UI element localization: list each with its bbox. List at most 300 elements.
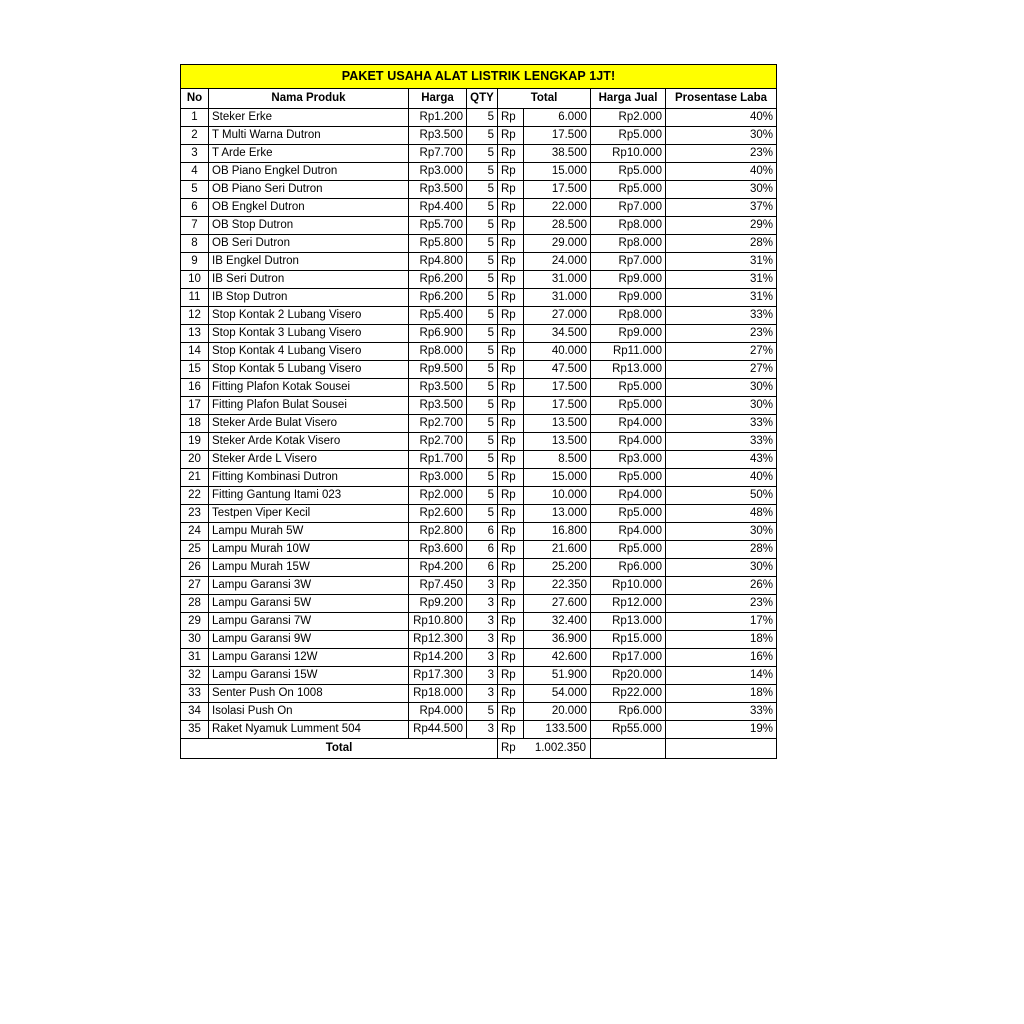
table-row xyxy=(181,163,777,181)
cell-harga-jual: Rp15.000 xyxy=(591,631,666,649)
cell-total: 16.800 xyxy=(524,523,591,541)
cell-prosentase-laba: 40% xyxy=(666,163,777,181)
cell-nama-produk: Steker Arde Bulat Visero xyxy=(209,415,409,433)
cell-qty: 6 xyxy=(467,541,498,559)
cell-total: 133.500 xyxy=(524,721,591,739)
cell-total-currency: Rp xyxy=(498,217,524,235)
table-row xyxy=(181,253,777,271)
cell-harga: Rp12.300 xyxy=(409,631,467,649)
cell-harga-jual: Rp10.000 xyxy=(591,145,666,163)
cell-no: 10 xyxy=(181,271,209,289)
table-row xyxy=(181,343,777,361)
cell-total-currency: Rp xyxy=(498,685,524,703)
cell-total-currency: Rp xyxy=(498,109,524,127)
cell-prosentase-laba: 30% xyxy=(666,397,777,415)
cell-prosentase-laba: 31% xyxy=(666,271,777,289)
cell-qty: 5 xyxy=(467,127,498,145)
cell-harga-jual: Rp5.000 xyxy=(591,541,666,559)
cell-no: 23 xyxy=(181,505,209,523)
cell-no: 15 xyxy=(181,361,209,379)
cell-total-currency: Rp xyxy=(498,433,524,451)
cell-qty: 5 xyxy=(467,505,498,523)
cell-total-currency: Rp xyxy=(498,487,524,505)
cell-total: 34.500 xyxy=(524,325,591,343)
cell-qty: 5 xyxy=(467,145,498,163)
cell-qty: 3 xyxy=(467,631,498,649)
cell-total-currency: Rp xyxy=(498,145,524,163)
cell-no: 24 xyxy=(181,523,209,541)
cell-prosentase-laba: 30% xyxy=(666,379,777,397)
cell-no: 7 xyxy=(181,217,209,235)
cell-nama-produk: T Multi Warna Dutron xyxy=(209,127,409,145)
cell-total: 28.500 xyxy=(524,217,591,235)
cell-prosentase-laba: 30% xyxy=(666,181,777,199)
cell-qty: 5 xyxy=(467,163,498,181)
cell-no: 8 xyxy=(181,235,209,253)
cell-harga-jual: Rp13.000 xyxy=(591,361,666,379)
cell-total-currency: Rp xyxy=(498,595,524,613)
cell-total: 15.000 xyxy=(524,163,591,181)
cell-nama-produk: Raket Nyamuk Lumment 504 xyxy=(209,721,409,739)
total-value: 1.002.350 xyxy=(524,739,591,759)
cell-prosentase-laba: 31% xyxy=(666,289,777,307)
cell-no: 35 xyxy=(181,721,209,739)
cell-nama-produk: Fitting Gantung Itami 023 xyxy=(209,487,409,505)
cell-nama-produk: IB Seri Dutron xyxy=(209,271,409,289)
cell-total: 38.500 xyxy=(524,145,591,163)
cell-total-currency: Rp xyxy=(498,397,524,415)
cell-nama-produk: Senter Push On 1008 xyxy=(209,685,409,703)
cell-qty: 6 xyxy=(467,559,498,577)
cell-prosentase-laba: 33% xyxy=(666,307,777,325)
cell-prosentase-laba: 16% xyxy=(666,649,777,667)
cell-qty: 5 xyxy=(467,397,498,415)
cell-harga-jual: Rp4.000 xyxy=(591,523,666,541)
cell-harga-jual: Rp5.000 xyxy=(591,127,666,145)
cell-no: 30 xyxy=(181,631,209,649)
cell-nama-produk: Steker Erke xyxy=(209,109,409,127)
cell-qty: 3 xyxy=(467,595,498,613)
table-row xyxy=(181,613,777,631)
table-row xyxy=(181,145,777,163)
cell-prosentase-laba: 40% xyxy=(666,109,777,127)
cell-total: 27.000 xyxy=(524,307,591,325)
cell-harga: Rp4.800 xyxy=(409,253,467,271)
cell-nama-produk: IB Stop Dutron xyxy=(209,289,409,307)
cell-nama-produk: Lampu Garansi 15W xyxy=(209,667,409,685)
cell-harga-jual: Rp5.000 xyxy=(591,469,666,487)
cell-qty: 3 xyxy=(467,577,498,595)
cell-harga-jual: Rp5.000 xyxy=(591,181,666,199)
cell-nama-produk: OB Piano Engkel Dutron xyxy=(209,163,409,181)
cell-total-currency: Rp xyxy=(498,163,524,181)
column-header-harga-jual: Harga Jual xyxy=(591,89,666,109)
cell-harga: Rp5.400 xyxy=(409,307,467,325)
total-prosentase-laba-empty xyxy=(666,739,777,759)
cell-qty: 5 xyxy=(467,433,498,451)
cell-nama-produk: Steker Arde Kotak Visero xyxy=(209,433,409,451)
cell-nama-produk: Steker Arde L Visero xyxy=(209,451,409,469)
cell-total-currency: Rp xyxy=(498,667,524,685)
cell-harga: Rp7.450 xyxy=(409,577,467,595)
cell-no: 3 xyxy=(181,145,209,163)
cell-harga: Rp2.000 xyxy=(409,487,467,505)
cell-prosentase-laba: 31% xyxy=(666,253,777,271)
table-row xyxy=(181,109,777,127)
cell-prosentase-laba: 33% xyxy=(666,433,777,451)
cell-qty: 3 xyxy=(467,721,498,739)
table-row xyxy=(181,415,777,433)
cell-no: 2 xyxy=(181,127,209,145)
cell-nama-produk: OB Stop Dutron xyxy=(209,217,409,235)
cell-harga-jual: Rp22.000 xyxy=(591,685,666,703)
cell-total: 22.000 xyxy=(524,199,591,217)
cell-nama-produk: T Arde Erke xyxy=(209,145,409,163)
price-list-sheet xyxy=(180,64,776,759)
column-header-harga: Harga xyxy=(409,89,467,109)
cell-nama-produk: IB Engkel Dutron xyxy=(209,253,409,271)
cell-total: 17.500 xyxy=(524,397,591,415)
cell-prosentase-laba: 28% xyxy=(666,235,777,253)
cell-total-currency: Rp xyxy=(498,181,524,199)
cell-total: 17.500 xyxy=(524,181,591,199)
table-row xyxy=(181,523,777,541)
cell-total-currency: Rp xyxy=(498,523,524,541)
table-row xyxy=(181,235,777,253)
table-row xyxy=(181,667,777,685)
cell-total: 13.500 xyxy=(524,433,591,451)
cell-harga: Rp2.700 xyxy=(409,433,467,451)
cell-total: 8.500 xyxy=(524,451,591,469)
cell-total: 47.500 xyxy=(524,361,591,379)
table-row xyxy=(181,379,777,397)
cell-no: 33 xyxy=(181,685,209,703)
cell-qty: 5 xyxy=(467,415,498,433)
cell-no: 16 xyxy=(181,379,209,397)
cell-qty: 5 xyxy=(467,235,498,253)
cell-nama-produk: Fitting Plafon Bulat Sousei xyxy=(209,397,409,415)
table-row xyxy=(181,685,777,703)
table-row xyxy=(181,721,777,739)
cell-prosentase-laba: 33% xyxy=(666,415,777,433)
table-row xyxy=(181,649,777,667)
cell-total: 29.000 xyxy=(524,235,591,253)
cell-total-currency: Rp xyxy=(498,505,524,523)
cell-total-currency: Rp xyxy=(498,343,524,361)
cell-no: 9 xyxy=(181,253,209,271)
table-row xyxy=(181,541,777,559)
cell-qty: 5 xyxy=(467,325,498,343)
cell-qty: 5 xyxy=(467,253,498,271)
cell-prosentase-laba: 18% xyxy=(666,631,777,649)
cell-harga: Rp2.700 xyxy=(409,415,467,433)
cell-prosentase-laba: 18% xyxy=(666,685,777,703)
cell-total-currency: Rp xyxy=(498,577,524,595)
cell-total: 17.500 xyxy=(524,379,591,397)
cell-harga: Rp4.200 xyxy=(409,559,467,577)
column-header-nama: Nama Produk xyxy=(209,89,409,109)
cell-total-currency: Rp xyxy=(498,307,524,325)
cell-total: 40.000 xyxy=(524,343,591,361)
table-row xyxy=(181,577,777,595)
table-row xyxy=(181,397,777,415)
cell-qty: 6 xyxy=(467,523,498,541)
cell-prosentase-laba: 30% xyxy=(666,559,777,577)
cell-total-currency: Rp xyxy=(498,379,524,397)
cell-total-currency: Rp xyxy=(498,361,524,379)
table-row xyxy=(181,127,777,145)
table-row xyxy=(181,181,777,199)
cell-total-currency: Rp xyxy=(498,613,524,631)
cell-nama-produk: Isolasi Push On xyxy=(209,703,409,721)
table-row xyxy=(181,703,777,721)
cell-total: 13.500 xyxy=(524,415,591,433)
cell-nama-produk: Fitting Kombinasi Dutron xyxy=(209,469,409,487)
cell-qty: 5 xyxy=(467,361,498,379)
table-row xyxy=(181,289,777,307)
cell-harga-jual: Rp9.000 xyxy=(591,271,666,289)
cell-total: 42.600 xyxy=(524,649,591,667)
cell-nama-produk: OB Seri Dutron xyxy=(209,235,409,253)
cell-total: 22.350 xyxy=(524,577,591,595)
cell-no: 31 xyxy=(181,649,209,667)
cell-total: 24.000 xyxy=(524,253,591,271)
cell-qty: 5 xyxy=(467,217,498,235)
cell-no: 17 xyxy=(181,397,209,415)
cell-harga-jual: Rp10.000 xyxy=(591,577,666,595)
cell-harga-jual: Rp5.000 xyxy=(591,397,666,415)
page-title: PAKET USAHA ALAT LISTRIK LENGKAP 1JT! xyxy=(181,65,777,89)
cell-prosentase-laba: 48% xyxy=(666,505,777,523)
table-total-row xyxy=(181,739,777,759)
cell-harga-jual: Rp9.000 xyxy=(591,289,666,307)
cell-total-currency: Rp xyxy=(498,235,524,253)
cell-qty: 5 xyxy=(467,271,498,289)
cell-harga-jual: Rp5.000 xyxy=(591,505,666,523)
column-header-prosentase-laba: Prosentase Laba xyxy=(666,89,777,109)
table-row xyxy=(181,307,777,325)
cell-harga-jual: Rp4.000 xyxy=(591,487,666,505)
cell-nama-produk: Lampu Murah 10W xyxy=(209,541,409,559)
cell-prosentase-laba: 37% xyxy=(666,199,777,217)
cell-qty: 5 xyxy=(467,451,498,469)
cell-qty: 5 xyxy=(467,469,498,487)
table-row xyxy=(181,559,777,577)
table-row xyxy=(181,325,777,343)
column-header-total: Total xyxy=(498,89,591,109)
cell-no: 4 xyxy=(181,163,209,181)
cell-no: 32 xyxy=(181,667,209,685)
cell-harga: Rp4.000 xyxy=(409,703,467,721)
table-row xyxy=(181,505,777,523)
cell-harga: Rp3.500 xyxy=(409,127,467,145)
cell-harga-jual: Rp7.000 xyxy=(591,199,666,217)
cell-no: 22 xyxy=(181,487,209,505)
table-row xyxy=(181,469,777,487)
cell-total-currency: Rp xyxy=(498,253,524,271)
cell-total: 31.000 xyxy=(524,289,591,307)
total-harga-jual-empty xyxy=(591,739,666,759)
cell-harga-jual: Rp8.000 xyxy=(591,217,666,235)
cell-prosentase-laba: 30% xyxy=(666,523,777,541)
cell-no: 28 xyxy=(181,595,209,613)
cell-prosentase-laba: 17% xyxy=(666,613,777,631)
cell-prosentase-laba: 23% xyxy=(666,145,777,163)
cell-harga-jual: Rp17.000 xyxy=(591,649,666,667)
cell-harga-jual: Rp6.000 xyxy=(591,703,666,721)
table-row xyxy=(181,361,777,379)
cell-no: 29 xyxy=(181,613,209,631)
cell-no: 34 xyxy=(181,703,209,721)
cell-total-currency: Rp xyxy=(498,127,524,145)
cell-harga: Rp9.200 xyxy=(409,595,467,613)
cell-nama-produk: Lampu Murah 5W xyxy=(209,523,409,541)
cell-nama-produk: Lampu Murah 15W xyxy=(209,559,409,577)
cell-no: 20 xyxy=(181,451,209,469)
table-row xyxy=(181,199,777,217)
cell-harga: Rp9.500 xyxy=(409,361,467,379)
cell-nama-produk: Stop Kontak 2 Lubang Visero xyxy=(209,307,409,325)
cell-harga: Rp3.000 xyxy=(409,163,467,181)
cell-prosentase-laba: 27% xyxy=(666,343,777,361)
cell-harga: Rp3.500 xyxy=(409,379,467,397)
column-header-no: No xyxy=(181,89,209,109)
table-title-row xyxy=(181,65,777,89)
table-row xyxy=(181,631,777,649)
cell-nama-produk: Lampu Garansi 5W xyxy=(209,595,409,613)
cell-no: 21 xyxy=(181,469,209,487)
cell-harga: Rp6.200 xyxy=(409,289,467,307)
cell-harga: Rp2.600 xyxy=(409,505,467,523)
cell-nama-produk: Lampu Garansi 12W xyxy=(209,649,409,667)
cell-qty: 5 xyxy=(467,343,498,361)
cell-total-currency: Rp xyxy=(498,271,524,289)
cell-harga: Rp3.500 xyxy=(409,181,467,199)
cell-total-currency: Rp xyxy=(498,451,524,469)
cell-harga-jual: Rp8.000 xyxy=(591,307,666,325)
cell-harga: Rp2.800 xyxy=(409,523,467,541)
table-row xyxy=(181,271,777,289)
cell-total-currency: Rp xyxy=(498,559,524,577)
cell-harga-jual: Rp5.000 xyxy=(591,163,666,181)
column-header-qty: QTY xyxy=(467,89,498,109)
cell-harga-jual: Rp12.000 xyxy=(591,595,666,613)
cell-qty: 5 xyxy=(467,199,498,217)
cell-qty: 5 xyxy=(467,289,498,307)
cell-no: 11 xyxy=(181,289,209,307)
cell-harga: Rp3.600 xyxy=(409,541,467,559)
total-currency: Rp xyxy=(498,739,524,759)
cell-total: 20.000 xyxy=(524,703,591,721)
cell-harga: Rp5.800 xyxy=(409,235,467,253)
cell-qty: 5 xyxy=(467,487,498,505)
cell-no: 18 xyxy=(181,415,209,433)
cell-no: 1 xyxy=(181,109,209,127)
cell-qty: 5 xyxy=(467,109,498,127)
cell-total: 6.000 xyxy=(524,109,591,127)
table-row xyxy=(181,595,777,613)
cell-nama-produk: OB Piano Seri Dutron xyxy=(209,181,409,199)
cell-total-currency: Rp xyxy=(498,541,524,559)
cell-harga-jual: Rp5.000 xyxy=(591,379,666,397)
cell-total: 13.000 xyxy=(524,505,591,523)
cell-no: 6 xyxy=(181,199,209,217)
cell-harga-jual: Rp55.000 xyxy=(591,721,666,739)
cell-harga-jual: Rp4.000 xyxy=(591,415,666,433)
cell-total: 31.000 xyxy=(524,271,591,289)
cell-nama-produk: Lampu Garansi 7W xyxy=(209,613,409,631)
cell-harga-jual: Rp20.000 xyxy=(591,667,666,685)
cell-harga-jual: Rp2.000 xyxy=(591,109,666,127)
cell-harga-jual: Rp9.000 xyxy=(591,325,666,343)
cell-harga: Rp18.000 xyxy=(409,685,467,703)
cell-prosentase-laba: 28% xyxy=(666,541,777,559)
cell-total-currency: Rp xyxy=(498,325,524,343)
cell-total: 21.600 xyxy=(524,541,591,559)
cell-harga-jual: Rp7.000 xyxy=(591,253,666,271)
cell-harga: Rp8.000 xyxy=(409,343,467,361)
cell-harga: Rp1.200 xyxy=(409,109,467,127)
cell-qty: 5 xyxy=(467,703,498,721)
cell-harga-jual: Rp11.000 xyxy=(591,343,666,361)
table-row xyxy=(181,433,777,451)
cell-total-currency: Rp xyxy=(498,649,524,667)
cell-total-currency: Rp xyxy=(498,703,524,721)
cell-harga-jual: Rp13.000 xyxy=(591,613,666,631)
cell-harga-jual: Rp3.000 xyxy=(591,451,666,469)
cell-harga: Rp10.800 xyxy=(409,613,467,631)
cell-qty: 3 xyxy=(467,649,498,667)
cell-harga: Rp14.200 xyxy=(409,649,467,667)
cell-harga: Rp5.700 xyxy=(409,217,467,235)
cell-qty: 3 xyxy=(467,613,498,631)
cell-nama-produk: Fitting Plafon Kotak Sousei xyxy=(209,379,409,397)
cell-no: 19 xyxy=(181,433,209,451)
cell-prosentase-laba: 14% xyxy=(666,667,777,685)
cell-qty: 3 xyxy=(467,685,498,703)
cell-qty: 5 xyxy=(467,307,498,325)
cell-total-currency: Rp xyxy=(498,721,524,739)
cell-nama-produk: Stop Kontak 4 Lubang Visero xyxy=(209,343,409,361)
cell-harga: Rp4.400 xyxy=(409,199,467,217)
cell-nama-produk: Stop Kontak 3 Lubang Visero xyxy=(209,325,409,343)
cell-harga: Rp6.200 xyxy=(409,271,467,289)
cell-no: 27 xyxy=(181,577,209,595)
cell-prosentase-laba: 43% xyxy=(666,451,777,469)
cell-harga: Rp1.700 xyxy=(409,451,467,469)
cell-total: 10.000 xyxy=(524,487,591,505)
cell-prosentase-laba: 23% xyxy=(666,595,777,613)
cell-harga-jual: Rp4.000 xyxy=(591,433,666,451)
cell-prosentase-laba: 40% xyxy=(666,469,777,487)
cell-nama-produk: OB Engkel Dutron xyxy=(209,199,409,217)
cell-prosentase-laba: 27% xyxy=(666,361,777,379)
cell-total: 27.600 xyxy=(524,595,591,613)
cell-total: 54.000 xyxy=(524,685,591,703)
cell-total: 36.900 xyxy=(524,631,591,649)
cell-no: 26 xyxy=(181,559,209,577)
cell-prosentase-laba: 19% xyxy=(666,721,777,739)
cell-prosentase-laba: 33% xyxy=(666,703,777,721)
cell-no: 13 xyxy=(181,325,209,343)
cell-prosentase-laba: 23% xyxy=(666,325,777,343)
cell-total-currency: Rp xyxy=(498,469,524,487)
cell-no: 25 xyxy=(181,541,209,559)
cell-total-currency: Rp xyxy=(498,415,524,433)
cell-total: 15.000 xyxy=(524,469,591,487)
table-row xyxy=(181,451,777,469)
cell-harga: Rp44.500 xyxy=(409,721,467,739)
